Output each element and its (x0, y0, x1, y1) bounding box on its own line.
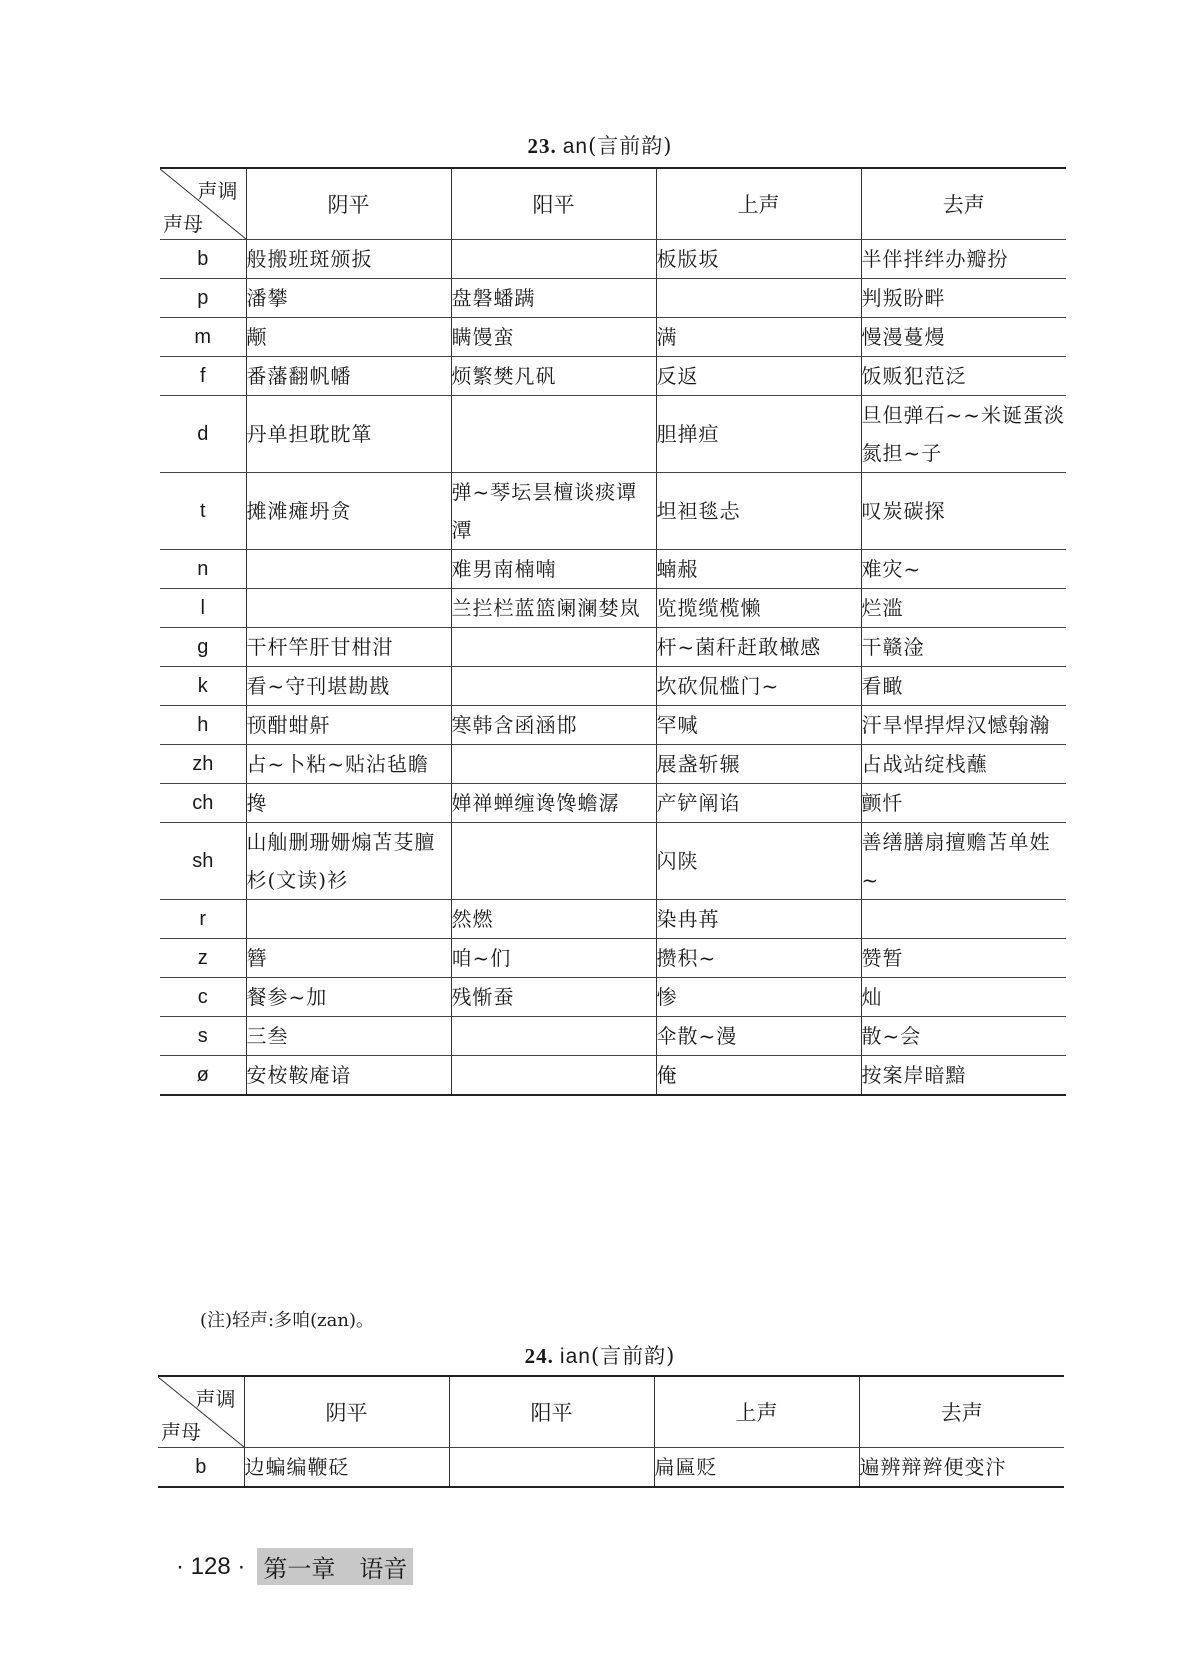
cell-qusheng: 按案岸暗黯 (861, 1056, 1066, 1096)
cell-shangsheng: 染冉苒 (656, 900, 861, 939)
cell-yangping: 难男南楠喃 (451, 550, 656, 589)
cell-shangsheng: 扁匾贬 (654, 1448, 859, 1488)
cell-yangping: 瞒馒蛮 (451, 318, 656, 357)
corner-initial-label: 声母 (161, 1420, 201, 1444)
cell-yinping (246, 900, 451, 939)
initial-cell: r (160, 900, 246, 939)
cell-qusheng: 看瞰 (861, 667, 1066, 706)
cell-shangsheng: 展盏斩辗 (656, 745, 861, 784)
cell-yinping: 三叁 (246, 1017, 451, 1056)
table-header-row (160, 168, 1066, 240)
table-row (158, 1448, 1064, 1488)
cell-yinping: 干杆竿肝甘柑泔 (246, 628, 451, 667)
section-pinyin: an (562, 135, 589, 158)
table-row (160, 939, 1066, 978)
section-suffix: (言前韵) (590, 1344, 676, 1368)
cell-qusheng: 半伴拌绊办瓣扮 (861, 240, 1066, 279)
initial-cell: b (160, 240, 246, 279)
cell-shangsheng: 蝻赧 (656, 550, 861, 589)
cell-shangsheng: 伞散~漫 (656, 1017, 861, 1056)
initial-cell: zh (160, 745, 246, 784)
header-yinping: 阴平 (244, 1376, 449, 1448)
cell-qusheng: 颤忏 (861, 784, 1066, 823)
cell-yangping: 残惭蚕 (451, 978, 656, 1017)
table-row (160, 706, 1066, 745)
section-number: 24. (524, 1344, 554, 1368)
cell-qusheng: 赞暂 (861, 939, 1066, 978)
cell-yangping: 寒韩含函涵邯 (451, 706, 656, 745)
cell-yinping: 搀 (246, 784, 451, 823)
table-row (160, 900, 1066, 939)
corner-initial-label: 声母 (163, 212, 203, 236)
cell-yinping: 颟 (246, 318, 451, 357)
initial-cell: l (160, 589, 246, 628)
cell-yangping: 盘磐蟠蹒 (451, 279, 656, 318)
table-row (160, 745, 1066, 784)
initial-cell: h (160, 706, 246, 745)
cell-qusheng (861, 900, 1066, 939)
initial-cell: ø (160, 1056, 246, 1096)
initial-cell: z (160, 939, 246, 978)
ian-table (158, 1375, 1064, 1488)
page-footer (176, 1548, 413, 1585)
cell-shangsheng: 攒积~ (656, 939, 861, 978)
table-row (160, 978, 1066, 1017)
cell-yinping (246, 550, 451, 589)
cell-qusheng: 难灾~ (861, 550, 1066, 589)
cell-shangsheng: 惨 (656, 978, 861, 1017)
corner-header (158, 1376, 244, 1448)
cell-shangsheng: 产铲阐谄 (656, 784, 861, 823)
section-pinyin: ian (559, 1345, 591, 1368)
initial-cell: c (160, 978, 246, 1017)
table-row (160, 784, 1066, 823)
an-table (160, 167, 1066, 1096)
header-qusheng: 去声 (859, 1376, 1064, 1448)
cell-shangsheng: 闪陕 (656, 823, 861, 900)
cell-qusheng: 遍辨辩辫便变汴 (859, 1448, 1064, 1488)
cell-shangsheng: 满 (656, 318, 861, 357)
cell-yinping: 顸酣蚶鼾 (246, 706, 451, 745)
header-yangping: 阳平 (451, 168, 656, 240)
initial-cell: k (160, 667, 246, 706)
section-number: 23. (527, 134, 557, 158)
cell-qusheng: 汗旱悍捍焊汉憾翰瀚 (861, 706, 1066, 745)
header-yangping: 阳平 (449, 1376, 654, 1448)
cell-yangping (449, 1448, 654, 1488)
initial-cell: m (160, 318, 246, 357)
table-row (160, 550, 1066, 589)
table-row (160, 823, 1066, 900)
initial-cell: s (160, 1017, 246, 1056)
cell-yinping: 番藩翻帆幡 (246, 357, 451, 396)
table-row (160, 1056, 1066, 1096)
header-qusheng: 去声 (861, 168, 1066, 240)
cell-qusheng: 叹炭碳探 (861, 473, 1066, 550)
ian-table-body (158, 1376, 1064, 1487)
cell-qusheng: 判叛盼畔 (861, 279, 1066, 318)
an-table-body (160, 168, 1066, 1095)
cell-yinping: 餐参~加 (246, 978, 451, 1017)
corner-header (160, 168, 246, 240)
cell-shangsheng: 俺 (656, 1056, 861, 1096)
table-header-row (158, 1376, 1064, 1448)
section-24-title (0, 1340, 1200, 1370)
table-row (160, 473, 1066, 550)
cell-qusheng: 饭贩犯范泛 (861, 357, 1066, 396)
footnote: (注)轻声:多咱(zan)。 (200, 1310, 374, 1331)
cell-shangsheng (656, 279, 861, 318)
initial-cell: b (158, 1448, 244, 1488)
table-row (160, 1017, 1066, 1056)
initial-cell: ch (160, 784, 246, 823)
cell-qusheng: 灿 (861, 978, 1066, 1017)
cell-shangsheng: 板版坂 (656, 240, 861, 279)
cell-yinping: 看~守刊堪勘戡 (246, 667, 451, 706)
table-row (160, 318, 1066, 357)
cell-shangsheng: 坎砍侃槛门~ (656, 667, 861, 706)
table-row (160, 279, 1066, 318)
cell-yangping (451, 667, 656, 706)
initial-cell: g (160, 628, 246, 667)
initial-cell: d (160, 396, 246, 473)
initial-cell: f (160, 357, 246, 396)
table-row (160, 357, 1066, 396)
cell-yangping (451, 396, 656, 473)
page-number: · 128 · (176, 1552, 246, 1580)
cell-yinping: 丹单担耽眈箪 (246, 396, 451, 473)
cell-qusheng: 慢漫蔓熳 (861, 318, 1066, 357)
initial-cell: p (160, 279, 246, 318)
cell-yinping (246, 589, 451, 628)
cell-yangping: 烦繁樊凡矾 (451, 357, 656, 396)
cell-yinping: 摊滩瘫坍贪 (246, 473, 451, 550)
cell-qusheng: 旦但弹石~~米诞蛋淡氮担~子 (861, 396, 1066, 473)
cell-shangsheng: 坦袒毯忐 (656, 473, 861, 550)
cell-yangping: 弹~琴坛昙檀谈痰谭潭 (451, 473, 656, 550)
cell-yangping (451, 628, 656, 667)
corner-tone-label: 声调 (195, 1387, 236, 1411)
cell-shangsheng: 罕喊 (656, 706, 861, 745)
header-yinping: 阴平 (246, 168, 451, 240)
cell-yinping: 潘攀 (246, 279, 451, 318)
header-shangsheng: 上声 (656, 168, 861, 240)
cell-qusheng: 善缮膳扇擅赡苫单姓~ (861, 823, 1066, 900)
table-row (160, 628, 1066, 667)
cell-yinping: 边蝙编鞭砭 (244, 1448, 449, 1488)
cell-yangping (451, 240, 656, 279)
cell-yinping: 簪 (246, 939, 451, 978)
section-23-title (0, 130, 1200, 160)
cell-yangping: 婵禅蝉缠谗馋蟾潺 (451, 784, 656, 823)
table-row (160, 667, 1066, 706)
cell-qusheng: 占战站绽栈蘸 (861, 745, 1066, 784)
cell-shangsheng: 胆掸疸 (656, 396, 861, 473)
table-row (160, 396, 1066, 473)
initial-cell: sh (160, 823, 246, 900)
cell-yangping: 咱~们 (451, 939, 656, 978)
cell-yangping: 然燃 (451, 900, 656, 939)
cell-qusheng: 烂滥 (861, 589, 1066, 628)
cell-yangping (451, 1056, 656, 1096)
cell-yinping: 安桉鞍庵谙 (246, 1056, 451, 1096)
cell-yangping: 兰拦栏蓝篮阑澜婪岚 (451, 589, 656, 628)
cell-qusheng: 干赣淦 (861, 628, 1066, 667)
chapter-label: 第一章 语音 (257, 1548, 413, 1585)
cell-yangping (451, 1017, 656, 1056)
cell-shangsheng: 览揽缆榄懒 (656, 589, 861, 628)
table-row (160, 240, 1066, 279)
cell-qusheng: 散~会 (861, 1017, 1066, 1056)
cell-shangsheng: 反返 (656, 357, 861, 396)
cell-shangsheng: 杆~菌秆赶敢橄感 (656, 628, 861, 667)
section-suffix: (言前韵) (588, 134, 673, 158)
initial-cell: t (160, 473, 246, 550)
header-shangsheng: 上声 (654, 1376, 859, 1448)
initial-cell: n (160, 550, 246, 589)
cell-yangping (451, 745, 656, 784)
cell-yinping: 般搬班斑颁扳 (246, 240, 451, 279)
corner-tone-label: 声调 (197, 179, 238, 203)
cell-yinping: 占~卜粘~贴沾毡瞻 (246, 745, 451, 784)
table-row (160, 589, 1066, 628)
cell-yangping (451, 823, 656, 900)
cell-yinping: 山舢删珊姗煽苫芟膻杉(文读)衫 (246, 823, 451, 900)
